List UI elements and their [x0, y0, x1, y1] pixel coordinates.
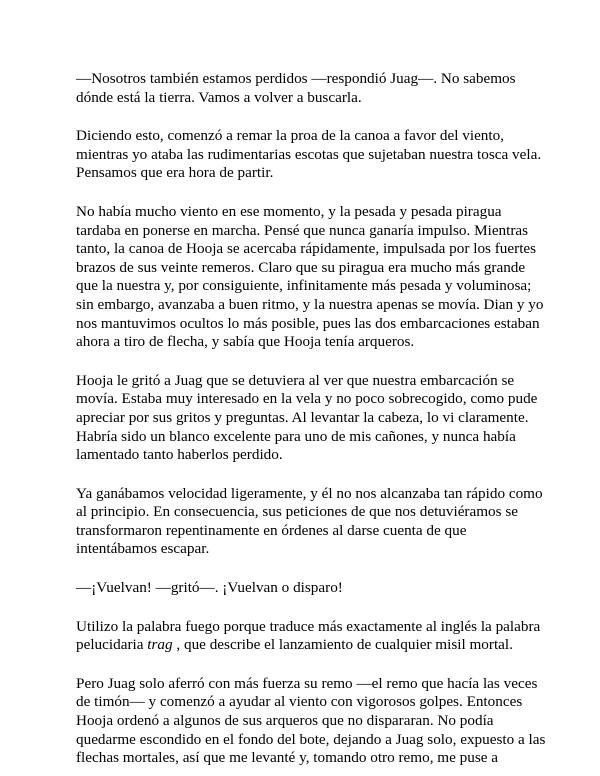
paragraph-5: Ya ganábamos velocidad ligeramente, y él no nos alcanzaba tan rápido como al principio. En consecuencia, sus peticiones de que nos detuviéramos se transformaron repentinamente en órdenes al darse cuenta de que intentábamos escapar.	[76, 484, 543, 558]
paragraph-1: —Nosotros también estamos perdidos —respondió Juag—. No sabemos dónde está la tierra. Vamos a volver a buscarla.	[76, 70, 516, 106]
paragraph-8: Pero Juag solo aferró con más fuerza su remo —el remo que hacía las veces de timón— y comenzó a ayudar al viento con vigorosos golpes. Entonces Hooja ordenó a algunos de sus arqueros que no dispararan. No podía quedarme escondido en el fondo del bote, dejando a Juag solo, expuesto a las flechas mortales, así que me levanté y, tomando otro remo, me puse a	[76, 674, 546, 767]
paragraph-7	[76, 618, 548, 655]
paragraph-7-text-before: Utilizo la palabra fuego porque traduce más exactamente al inglés la palabra pelucidaria	[76, 617, 541, 654]
paragraph-2: Diciendo esto, comenzó a remar la proa de la canoa a favor del viento, mientras yo ataba las rudimentarias escotas que sujetaban nuestra tosca vela. Pensamos que era hora de partir.	[76, 127, 542, 182]
italic-word-trag: trag	[147, 636, 173, 654]
paragraph-4: Hooja le gritó a Juag que se detuviera al ver que nuestra embarcación se movía. Estaba muy interesado en la vela y no poco sobrecogido, como pude apreciar por sus gritos y preguntas. Al levantar la cabeza, lo vi claramente. Habría sido un blanco excelente para uno de mis cañones, y nunca había lamentado tanto haberlos perdido.	[76, 371, 538, 464]
paragraph-6: —¡Vuelvan! —gritó—. ¡Vuelvan o disparo!	[76, 579, 343, 597]
paragraph-7-text-after: , que describe el lanzamiento de cualquier misil mortal.	[172, 636, 513, 654]
body-text	[76, 70, 548, 768]
paragraph-3: No había mucho viento en ese momento, y la pesada y pesada piragua tardaba en ponerse en marcha. Pensé que nunca ganaría impulso. Mientras tanto, la canoa de Hooja se acercaba rápidamente, impulsada por los fuertes brazos de sus veinte remeros. Claro que su piragua era mucho más grande que la nuestra y, por consiguiente, infinitamente más pesada y voluminosa; sin embargo, avanzaba a buen ritmo, y la nuestra apenas se movía. Dian y yo nos mantuvimos ocultos lo más posible, pues las dos embarcaciones estaban ahora a tiro de flecha, y sabía que Hooja tenía arqueros.	[76, 202, 544, 351]
